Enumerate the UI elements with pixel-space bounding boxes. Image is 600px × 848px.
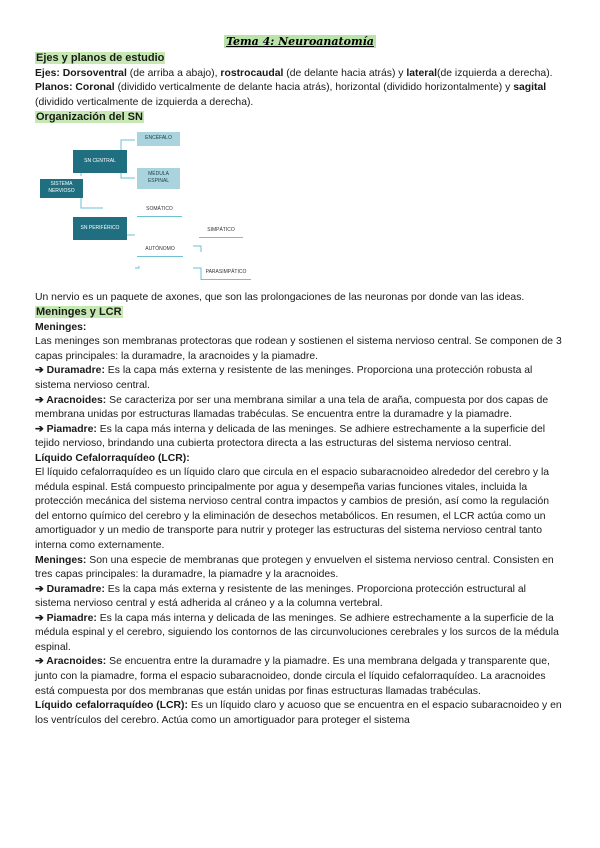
section-heading-meninges-lcr: Meninges y LCR <box>36 306 122 319</box>
paragraph-lcr: El líquido cefalorraquídeo es un líquido claro que circula en el espacio subaracnoideo alrededor del cerebro y la médula espinal. Está compuesto principalmente por agua y desempeña varias funciones vitales, incluida la protección mecánica del sistema nervioso central contra impactos y cambios de presión, así como la regulación del entorno químico del cerebro y la eliminación de desechos metabólicos. En resumen, el LCR actúa como un amortiguador y un medio de transporte para nutrir y proteger las estructuras del sistema nervioso central tanto interna como externamente. <box>35 467 550 552</box>
document-body <box>35 51 563 728</box>
node-parasimpatico: PARASIMPÁTICO <box>201 267 251 280</box>
node-sn-central: SN CENTRAL <box>73 150 127 173</box>
node-simpatico: SIMPÁTICO <box>199 225 243 238</box>
node-somatico: SOMÁTICO <box>137 204 182 217</box>
subheading-meninges: Meninges: <box>35 321 87 333</box>
paragraph-duramadre: ➔ Duramadre: Es la capa más externa y resistente de las meninges. Proporciona una protección robusta al sistema nervioso central. <box>35 365 533 392</box>
page-title: Tema 4: Neuroanatomía <box>226 35 374 48</box>
section-heading-organizacion: Organización del SN <box>36 111 143 124</box>
paragraph-piamadre-2: ➔ Piamadre: Es la capa más interna y delicada de las meninges. Se adhiere estrechamente a la superficie de la médula espinal y el cerebro, siguiendo los contornos de las circunvoluciones cerebrales y los surcos de la médula espinal. <box>35 612 559 653</box>
node-encefalo: ENCÉFALO <box>137 132 180 146</box>
paragraph-meninges-intro: Las meninges son membranas protectoras que rodean y sostienen el sistema nervioso central. Se componen de 3 capas principales: la duramadre, la aracnoides y la piamadre. <box>35 336 562 362</box>
nervous-system-diagram <box>35 128 563 285</box>
subheading-lcr: Líquido Cefalorraquídeo (LCR): <box>35 452 190 464</box>
paragraph-nervio: Un nervio es un paquete de axones, que son las prolongaciones de las neuronas por donde van las ideas. <box>35 291 525 303</box>
paragraph-aracnoides: ➔ Aracnoides: Se caracteriza por ser una membrana similar a una tela de araña, compuesta por dos capas de membrana unidas por estructuras llamadas trabéculas. Se encuentra entre la duramadre y la piamadre. <box>35 394 549 421</box>
paragraph-piamadre: ➔ Piamadre: Es la capa más interna y delicada de las meninges. Se adhiere estrechamente a la superficie del tejido nervioso, brindando una cubierta protectora directa a las estructuras del sistema nervioso central. <box>35 423 546 450</box>
paragraph-lcr-2: Líquido cefalorraquídeo (LCR): Es un líquido claro y acuoso que se encuentra en el espacio subaracnoideo y en los ventrículos del cerebro. Actúa como un amortiguador para proteger el sistema <box>35 700 562 726</box>
node-sistema-nervioso: SISTEMA NERVIOSO <box>40 179 83 198</box>
paragraph-ejes: Ejes: Dorsoventral (de arriba a abajo), rostrocaudal (de delante hacia atrás) y lateral(de izquierda a derecha). <box>35 67 553 79</box>
node-sn-periferico: SN PERIFÉRICO <box>73 217 127 240</box>
paragraph-meninges-2: Meninges: Son una especie de membranas que protegen y envuelven el sistema nervioso central. Consisten en tres capas principales: la duramadre, la piamadre y la aracnoides. <box>35 554 554 581</box>
node-autonomo: AUTÓNOMO <box>137 244 183 257</box>
section-heading-ejes: Ejes y planos de estudio <box>36 52 165 64</box>
paragraph-duramadre-2: ➔ Duramadre: Es la capa más externa y resistente de las meninges. Proporciona protección estructural al sistema nervioso central y está adherida al cráneo y a la columna vertebral. <box>35 583 526 610</box>
paragraph-aracnoides-2: ➔ Aracnoides: Se encuentra entre la duramadre y la piamadre. Es una membrana delgada y transparente que, junto con la piamadre, forma el espacio subaracnoideo, donde circula el líquido cefalorraquídeo. La aracnoides está compuesta por dos membranas que están unidas por finas estructuras llamadas trabéculas. <box>35 656 550 697</box>
node-medula-espinal: MÉDULA ESPINAL <box>137 168 180 189</box>
paragraph-planos: Planos: Coronal (dividido verticalmente de delante hacia atrás), horizontal (dividido horizontalmente) y sagital (dividido verticalmente de izquierda a derecha). <box>35 82 547 108</box>
